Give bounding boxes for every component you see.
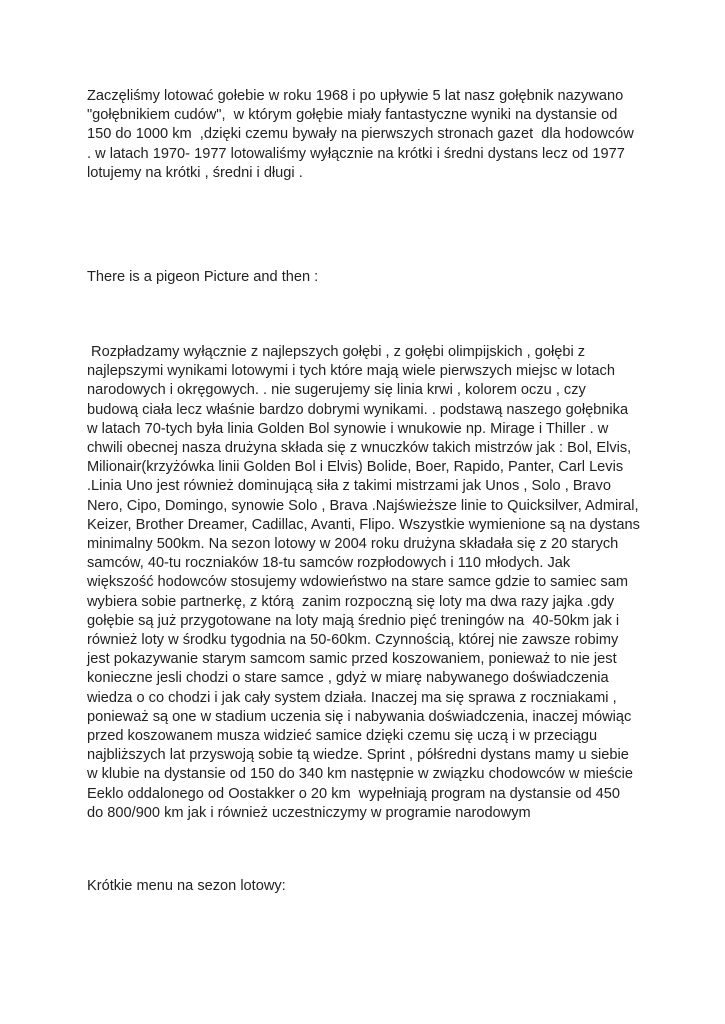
text-line: Nero, Cipo, Domingo, synowie Solo , Brava .Najświeższe linie to Quicksilver, Admiral,	[87, 497, 639, 514]
text-line: konieczne jesli chodzi o stare samce , gdyż w miarę nabywanego doświadczenia	[87, 670, 609, 687]
text-line: narodowych i okręgowych. . nie sugerujemy się linia krwi , kolorem oczu , czy	[87, 382, 586, 399]
text-line: jest pokazywanie starym samcom samic przed koszowaniem, ponieważ to nie jest	[87, 651, 617, 668]
menu-heading	[87, 877, 647, 896]
text-line: Zaczęliśmy lotować gołebie w roku 1968 i po upływie 5 lat nasz gołębnik nazywano	[87, 88, 624, 104]
text-line: w klubie na dystansie od 150 do 340 km następnie w związku chodowców w mieście	[87, 766, 633, 783]
text-line: . w latach 1970- 1977 lotowaliśmy wyłącznie na krótki i średni dystans lecz od 1977	[87, 145, 625, 162]
text-line: wybiera sobie partnerkę, z którą zanim rozpoczną się loty ma dwa razy jajka .gdy	[87, 593, 615, 610]
picture-note	[87, 268, 647, 287]
text-line: w latach 70-tych była linia Golden Bol synowie i wnukowie np. Mirage i Thiller . w	[87, 420, 609, 437]
text-line: najbliższych lat przyswoją sobie tą wiedze. Sprint , półśredni dystans mamy u siebie	[87, 747, 629, 764]
text-line: 150 do 1000 km ,dzięki czemu bywały na pierwszych stronach gazet dla hodowców	[87, 126, 634, 143]
main-paragraph	[87, 343, 647, 823]
text-line: Milionair(krzyżówka linii Golden Bol i Elvis) Bolide, Boer, Rapido, Panter, Carl Levis	[87, 459, 624, 476]
text-line: do 800/900 km jak i również uczestniczymy w programie narodowym	[87, 804, 531, 821]
text-line: Rozpładzamy wyłącznie z najlepszych gołębi , z gołębi olimpijskich , gołębi z	[87, 344, 586, 360]
text-line: Eeklo oddalonego od Oostakker o 20 km wypełniają program na dystansie od 450	[87, 785, 620, 802]
text-line: również loty w środku tygodnia na 50-60km. Czynnością, której nie zawsze robimy	[87, 632, 619, 649]
text-line: przed koszowanem musza widzieć samice dzięki czemu się uczą i w przeciągu	[87, 728, 598, 745]
intro-paragraph	[87, 87, 647, 183]
text-line: samców, 40-tu roczniaków 18-tu samców rozpłodowych i 110 młodych. Jak	[87, 555, 571, 572]
text-line: wiedza o co chodzi i jak cały system działa. Inaczej ma się sprawa z roczniakami ,	[87, 689, 617, 706]
text-line: ponieważ są one w stadium uczenia się i nabywania doświadczenia, inaczej mówiąc	[87, 708, 632, 725]
text-line: Krótkie menu na sezon lotowy:	[87, 878, 286, 894]
text-line: budową ciała lecz właśnie bardzo dobrymi wynikami. . podstawą naszego gołębnika	[87, 401, 629, 418]
text-line: .Linia Uno jest również dominującą siła z takimi mistrzami jak Unos , Solo , Bravo	[87, 478, 611, 495]
text-line: chwili obecnej nasza drużyna składa się z wnuczków takich mistrzów jak : Bol, Elvis,	[87, 440, 632, 457]
text-line: lotujemy na krótki , średni i długi .	[87, 164, 303, 181]
text-line: There is a pigeon Picture and then :	[87, 269, 319, 285]
text-line: Keizer, Brother Dreamer, Cadillac, Avanti, Flipo. Wszystkie wymienione są na dystans	[87, 516, 640, 533]
text-line: "gołębnikiem cudów", w którym gołębie miały fantastyczne wyniki na dystansie od	[87, 107, 618, 124]
text-line: większość hodowców stosujemy wdowieństwo na stare samce gdzie to samiec sam	[87, 574, 629, 591]
text-line: minimalny 500km. Na sezon lotowy w 2004 roku drużyna składała się z 20 starych	[87, 536, 619, 553]
text-line: gołębie są już przygotowane na loty mają średnio pięć treningów na 40-50km jak i	[87, 612, 620, 629]
text-line: najlepszymi wynikami lotowymi i tych które mają wiele pierwszych miejsc w lotach	[87, 363, 615, 380]
